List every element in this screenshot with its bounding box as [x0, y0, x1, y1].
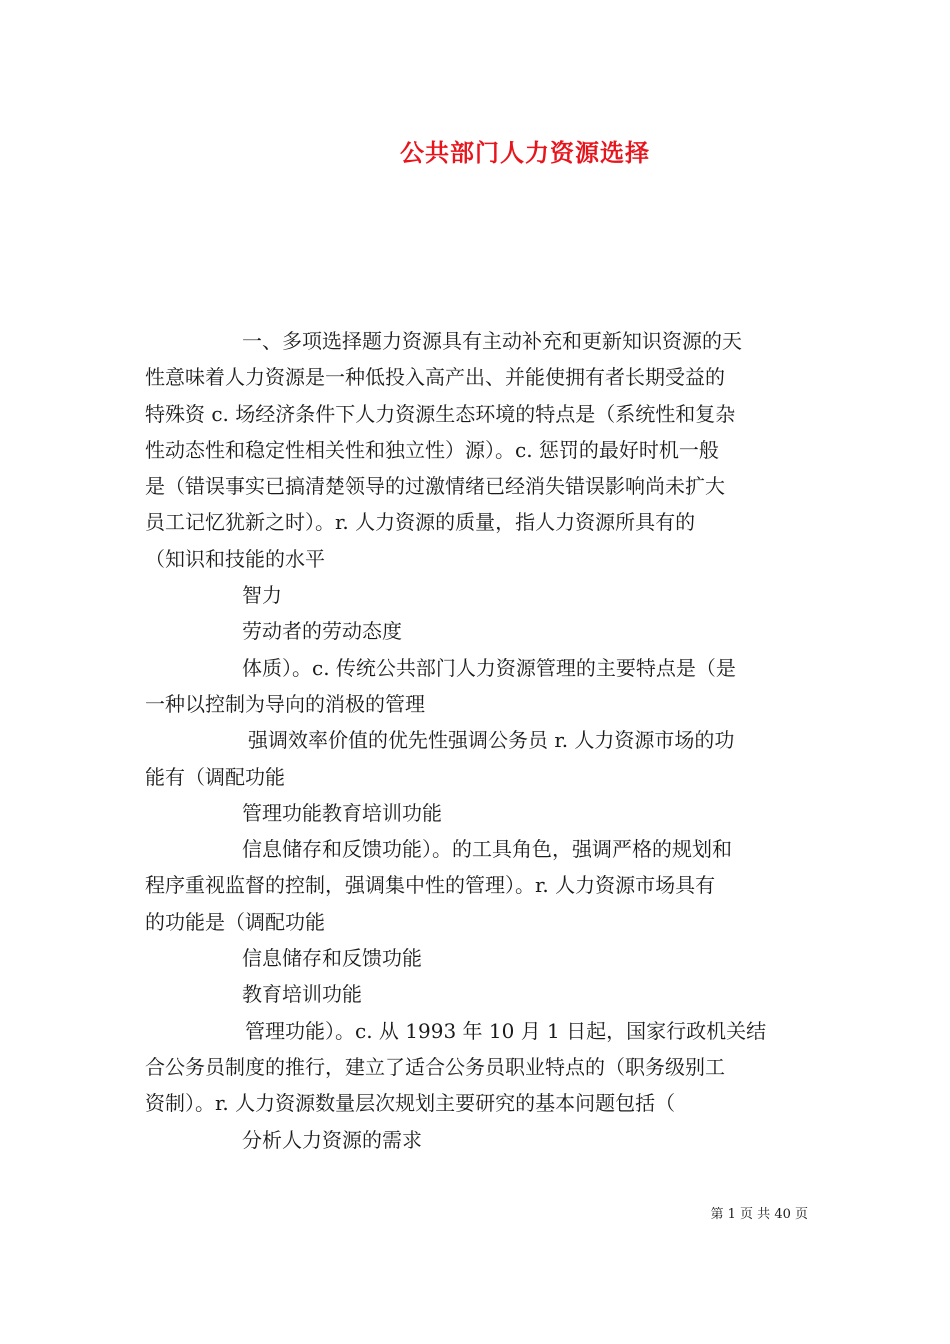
body-line: 信息储存和反馈功能）。的工具角色，强调严格的规划和	[242, 837, 732, 862]
body-line: 能有（调配功能	[145, 764, 285, 789]
body-line: 特殊资 c. 场经济条件下人力资源生态环境的特点是（系统性和复杂	[145, 401, 736, 426]
document-body	[145, 323, 810, 1158]
body-line: 性意味着人力资源是一种低投入高产出、并能使拥有者长期受益的	[145, 365, 725, 390]
body-line: 分析人力资源的需求	[242, 1127, 422, 1152]
page-footer	[600, 1203, 808, 1222]
body-line: 体质）。c. 传统公共部门人力资源管理的主要特点是（是	[242, 655, 736, 680]
body-line: 一种以控制为导向的消极的管理	[145, 691, 425, 716]
body-line: 智力	[242, 583, 282, 608]
body-line: （知识和技能的水平	[145, 546, 325, 571]
body-line: 员工记忆犹新之时）。r. 人力资源的质量，指人力资源所具有的	[145, 510, 696, 535]
body-line: 的功能是（调配功能	[145, 909, 325, 934]
body-line: 强调效率价值的优先性强调公务员 r. 人力资源市场的功	[248, 728, 735, 753]
body-line: 劳动者的劳动态度	[242, 619, 402, 644]
document-title	[0, 133, 950, 168]
body-line: 是（错误事实已搞清楚领导的过激情绪已经消失错误影响尚未扩大	[145, 474, 725, 499]
body-line: 性动态性和稳定性相关性和独立性）源）。c. 惩罚的最好时机一般	[145, 437, 719, 462]
body-line: 程序重视监督的控制，强调集中性的管理）。r. 人力资源市场具有	[145, 873, 716, 898]
body-line: 管理功能教育培训功能	[242, 800, 442, 825]
body-line: 合公务员制度的推行，建立了适合公务员职业特点的（职务级别工	[145, 1054, 725, 1079]
body-line: 资制）。r. 人力资源数量层次规划主要研究的基本问题包括（	[145, 1091, 676, 1116]
body-line: 教育培训功能	[242, 982, 362, 1007]
page-number: 第 1 页 共 40 页	[710, 1207, 808, 1222]
document-title-text: 公共部门人力资源选择	[400, 138, 650, 167]
body-line: 一、多项选择题力资源具有主动补充和更新知识资源的天	[242, 329, 742, 353]
body-line: 信息储存和反馈功能	[242, 946, 422, 971]
body-line: 管理功能）。c. 从 1993 年 10 月 1 日起，国家行政机关结	[245, 1018, 767, 1043]
